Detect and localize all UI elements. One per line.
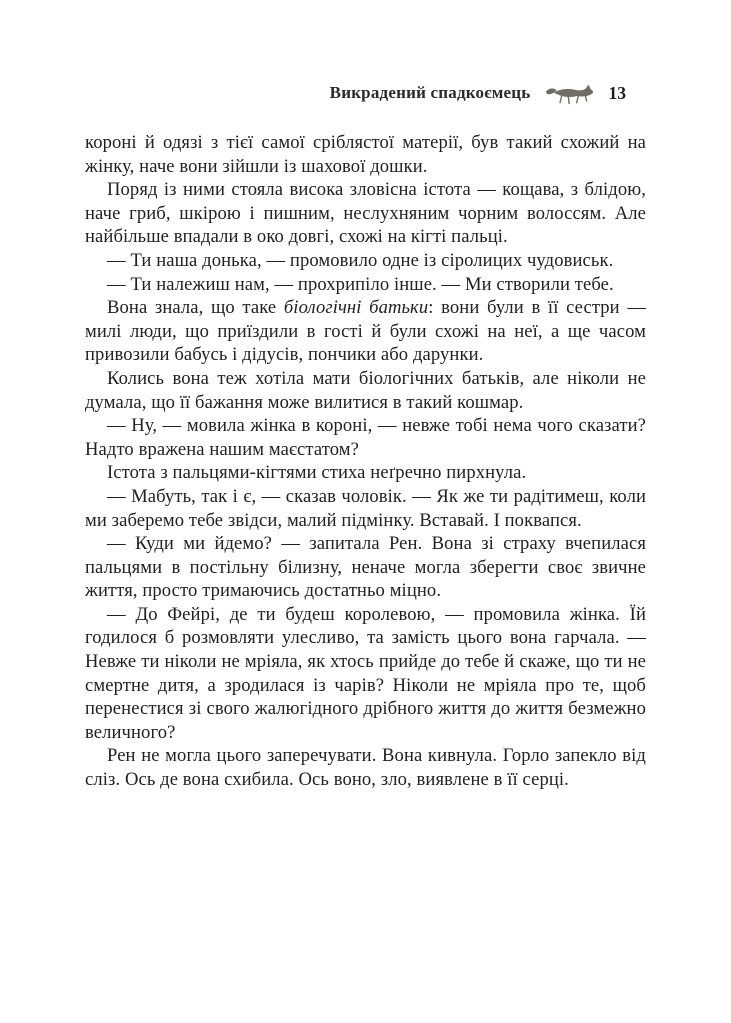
text-run: — Ну, — мовила жінка в короні, — невже тобі нема чого сказати? Надто вражена нашим маєстатом? — [85, 415, 646, 460]
text-run: — Куди ми йдемо? — запитала Рен. Вона зі страху вчепилася пальцями в постільну білизну, неначе могла зберегти своє звичне життя, просто тримаючись достатньо міцно. — [85, 533, 646, 602]
text-run: Колись вона теж хотіла мати біологічних батьків, але ніколи не думала, що її бажання може вилитися в такий кошмар. — [85, 367, 646, 413]
paragraph — [85, 131, 646, 178]
paragraph-container — [85, 131, 646, 792]
text-run: — Ти належиш нам, — прохрипіло інше. — Ми створили тебе. — [107, 273, 614, 295]
text-run: Істота з пальцями-кігтями стиха неґречно пирхнула. — [107, 462, 527, 484]
italic-text-run: біологічні батьки — [283, 297, 429, 319]
fox-ornament-icon — [543, 80, 597, 106]
running-header — [85, 80, 646, 106]
paragraph — [85, 532, 646, 603]
text-run: Поряд із ними стояла висока зловісна істота — кощава, з блідою, наче гриб, шкірою і пишним, неслухняним чорним волоссям. Але найбільше впадали в око довгі, схожі на кігті пальці. — [85, 179, 646, 248]
page-number: 13 — [608, 82, 626, 103]
paragraph — [85, 461, 646, 485]
text-run: : вони були в її сестри — милі люди, що приїздили в гості й були схожі на неї, а ще часом привозили бабусь і дідусів, пончики або дарунки. — [85, 297, 647, 366]
paragraph — [85, 485, 646, 532]
paragraph — [85, 414, 646, 461]
paragraph — [85, 603, 646, 745]
paragraph — [85, 249, 646, 273]
running-header-title: Викрадений спадкоємець — [329, 83, 531, 102]
paragraph — [85, 367, 646, 414]
text-run: — Мабуть, так і є, — сказав чоловік. — Як же ти радітимеш, коли ми заберемо тебе звідси, малий підмінку. Вставай. І поквапся. — [85, 485, 646, 531]
text-run: короні й одязі з тієї самої сріблястої матерії, був такий схожий на жінку, наче вони зійшли із шахової дошки. — [85, 132, 646, 177]
paragraph — [85, 296, 646, 367]
paragraph — [85, 178, 646, 249]
text-run: — Ти наша донька, — промовило одне із сіролицих чудовиськ. — [107, 249, 614, 271]
paragraph — [85, 744, 646, 791]
paragraph — [85, 273, 646, 297]
text-run: Рен не могла цього заперечувати. Вона кивнула. Горло запекло від сліз. Ось де вона схибила. Ось воно, зло, виявлене в її серці. — [85, 745, 646, 791]
text-run: Вона знала, що таке — [107, 297, 284, 319]
text-run: — До Фейрі, де ти будеш королевою, — промовила жінка. Їй годилося б розмовляти улесливо, та замість цього вона гарчала. — Невже ти ніколи не мріяла, як хтось прийде до тебе й скаже, що ти не смертне дитя, а зродилася із чарів? Ніколи не мріяла про те, щоб перенестися зі свого жалюгідного дрібного життя до життя безмежно величного? — [85, 603, 646, 743]
